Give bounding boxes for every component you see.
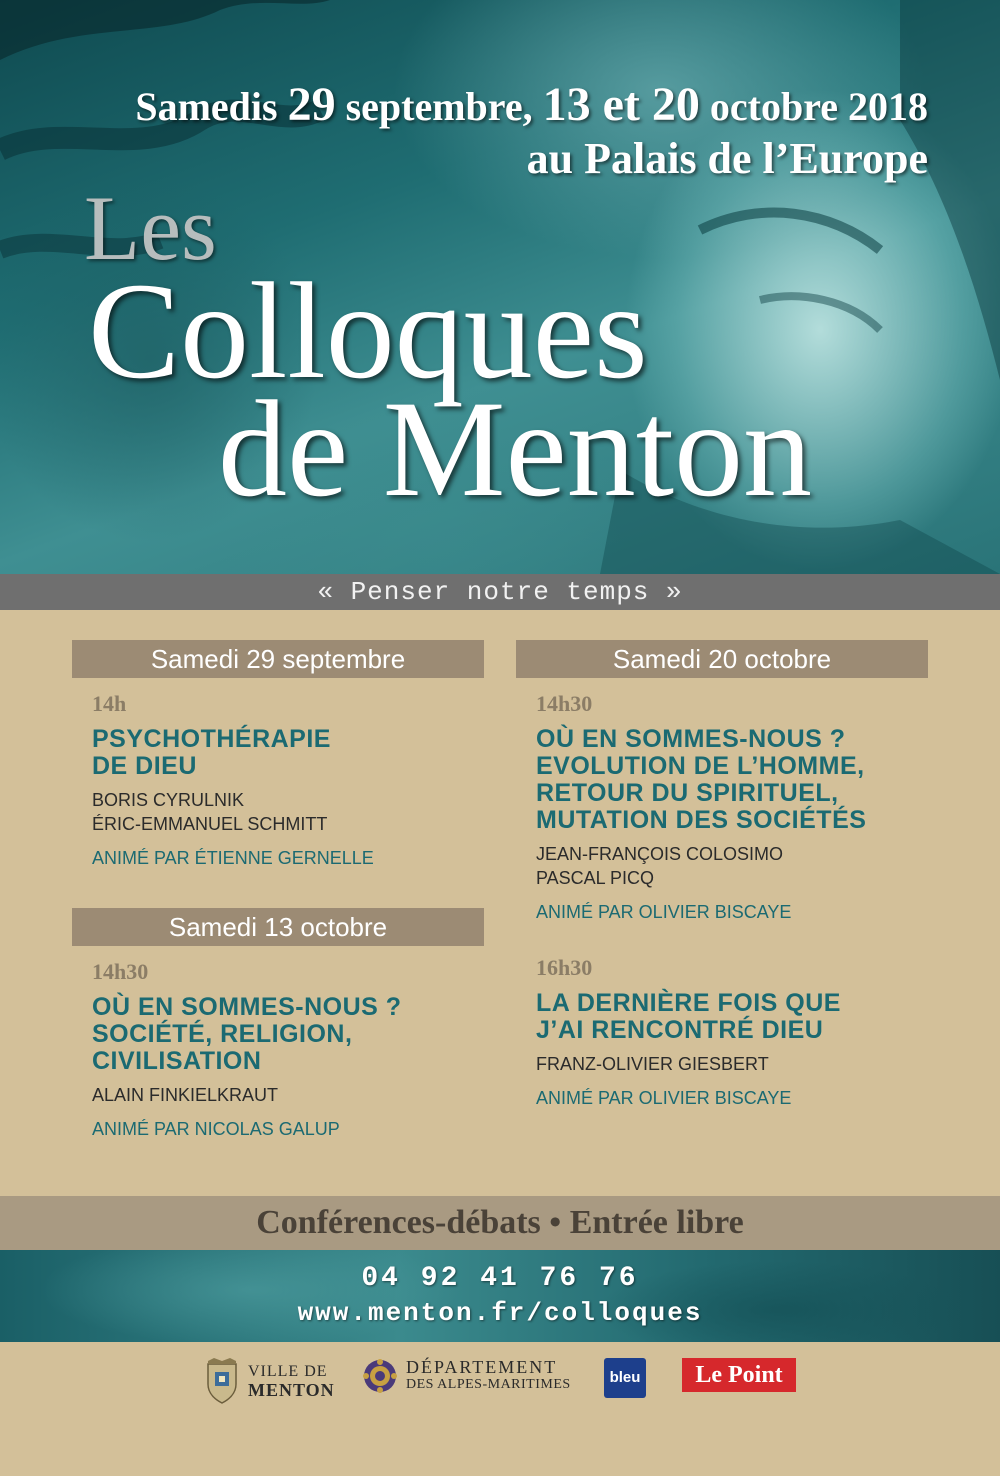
hero-banner (0, 0, 1000, 574)
dept-logo-line: DÉPARTEMENT (406, 1357, 558, 1377)
le-point-badge: Le Point (682, 1358, 796, 1392)
venue-line: au Palais de l’Europe (526, 134, 928, 184)
departement-alpes-maritimes-logo (362, 1358, 571, 1394)
session-time: 14h30 (536, 691, 593, 716)
session-time: 16h30 (536, 955, 593, 980)
sponsor-logos (0, 1342, 1000, 1476)
moderator: ANIMÉ PAR ÉTIENNE GERNELLE (92, 848, 374, 868)
contact-band (0, 1250, 1000, 1342)
program-right-column (516, 640, 928, 1110)
title-de-menton: de Menton (218, 372, 813, 525)
dept-logo-line: DES ALPES-MARITIMES (406, 1377, 571, 1392)
speaker: ALAIN FINKIELKRAUT (92, 1085, 279, 1105)
le-point-logo (682, 1358, 796, 1392)
session-time: 14h (92, 691, 127, 716)
session (516, 954, 928, 1110)
session-title: OÙ EN SOMMES-NOUS ? SOCIÉTÉ, RELIGION, CIVILISATION (92, 993, 402, 1075)
speaker-list (92, 788, 484, 836)
day-header: Samedi 20 octobre (516, 640, 928, 678)
dates-part: 13 et 20 (542, 78, 700, 131)
dates-part: Samedis (135, 84, 278, 129)
france-bleu-badge: bleu (604, 1358, 646, 1398)
session (516, 690, 928, 924)
menton-logo-line: VILLE DE (248, 1363, 328, 1380)
session-title: OÙ EN SOMMES-NOUS ? EVOLUTION DE L’HOMME, RETOUR DU SPIRITUEL, MUTATION DES SOCIÉTÉS (536, 725, 867, 834)
session-title: LA DERNIÈRE FOIS QUE J’AI RENCONTRÉ DIEU (536, 989, 841, 1044)
speaker: BORIS CYRULNIK (92, 790, 245, 810)
event-dates (135, 80, 928, 183)
session-time: 14h30 (92, 959, 149, 984)
speaker: JEAN-FRANÇOIS COLOSIMO (536, 844, 784, 864)
moderator: ANIMÉ PAR NICOLAS GALUP (92, 1119, 340, 1139)
speaker-list (92, 1083, 484, 1107)
dates-part: octobre 2018 (709, 84, 928, 129)
day-header: Samedi 13 octobre (72, 908, 484, 946)
menton-logo-line: MENTON (248, 1380, 335, 1400)
title-les: Les (84, 177, 217, 279)
phone-number[interactable]: 04 92 41 76 76 (361, 1263, 639, 1294)
moderator: ANIMÉ PAR OLIVIER BISCAYE (536, 902, 792, 922)
tagline-band: « Penser notre temps » (0, 574, 1000, 610)
ville-de-menton-logo (204, 1358, 335, 1404)
session-title: PSYCHOTHÉRAPIE DE DIEU (92, 725, 331, 780)
program-left-column (72, 640, 484, 1141)
dates-part: 29 (287, 78, 336, 131)
speaker: FRANZ-OLIVIER GIESBERT (536, 1054, 769, 1074)
departement-emblem-icon (362, 1358, 398, 1394)
menton-crest-icon (204, 1358, 240, 1404)
speaker-list (536, 842, 928, 890)
dates-line (135, 80, 928, 130)
dates-part: septembre, (345, 84, 533, 129)
session (72, 958, 484, 1141)
moderator: ANIMÉ PAR OLIVIER BISCAYE (536, 1088, 792, 1108)
day-header: Samedi 29 septembre (72, 640, 484, 678)
conferences-banner: Conférences-débats • Entrée libre (0, 1196, 1000, 1250)
title-colloques: Colloques (88, 254, 648, 407)
france-bleu-logo (604, 1358, 646, 1398)
session (72, 690, 484, 870)
website-link[interactable]: www.menton.fr/colloques (297, 1298, 703, 1328)
speaker: PASCAL PICQ (536, 868, 655, 888)
speaker: ÉRIC-EMMANUEL SCHMITT (92, 814, 328, 834)
speaker-list (536, 1052, 928, 1076)
